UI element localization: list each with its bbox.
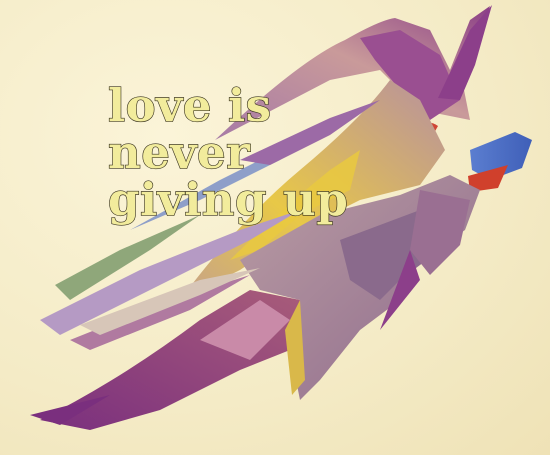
quote-line-3: giving up: [108, 173, 349, 226]
quote-line-2: never: [108, 126, 251, 179]
quote-line-1: love is: [108, 79, 272, 132]
card-quote: [108, 79, 349, 226]
feather-spike: [438, 5, 492, 100]
